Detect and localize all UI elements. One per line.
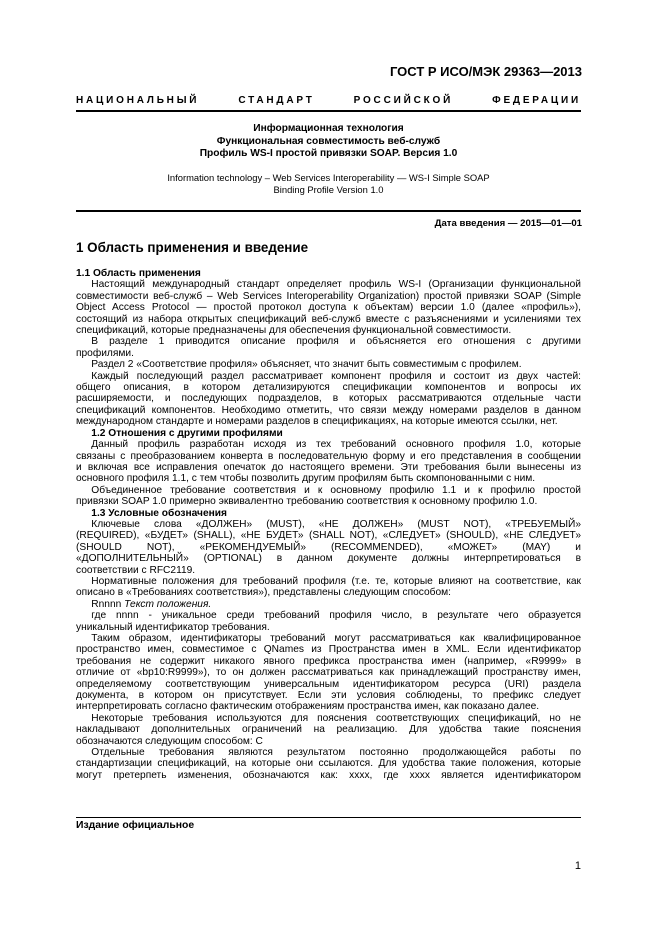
- body-text: [76, 268, 581, 781]
- text-line: соответствии с RFC2119.: [76, 564, 196, 576]
- subsection-heading: 1.2 Отношения с другими профилями: [76, 427, 283, 439]
- text-line: основного профиля 1.1, с тем чтобы позволить другим профилям быть скомпонованными с ним.: [76, 473, 536, 485]
- text-line: определяемому соответствующим универсальным идентификатором ресурса (URI) раздела: [76, 678, 581, 690]
- text-line: международном стандарте и номерами разделов в спецификациях, на которые имеются ссылки, нет.: [76, 416, 558, 428]
- text-line: состоящий из набора открытых спецификаций веб-служб вместе с разъяснениями и усилениями тех: [76, 313, 581, 325]
- text-line: и включая все исправления опечаток до настоящего времени. Эти требования были вынесены из: [76, 461, 581, 473]
- text-line: Каждый последующий раздел рассматривает компонент профиля и состоит из двух частей:: [76, 370, 581, 382]
- official-edition-label: Издание официальное: [76, 820, 195, 831]
- text-line: профилями.: [76, 347, 134, 359]
- english-title: [76, 172, 581, 196]
- text-line: Данный профиль разработан исходя из тех требований основного профиля 1.0, которые: [76, 439, 581, 451]
- title-line-1: Информационная технология: [253, 123, 404, 134]
- text-line: стандартизации спецификаций, на которые они ссылаются. Для удобства такие положения, которые: [76, 758, 581, 770]
- text-line: Rnnnn: [76, 598, 125, 610]
- section-1-heading: 1 Область применения и введение: [76, 240, 309, 255]
- requirement-text-example: Текст положения.: [124, 598, 212, 610]
- text-line: связаны с преобразованием конверта в последовательную форму и его представления в сообщении: [76, 450, 581, 462]
- text-line: Ключевые слова «ДОЛЖЕН» (MUST), «НЕ ДОЛЖЕН» (MUST NOT), «ТРЕБУЕМЫЙ»: [76, 518, 581, 530]
- english-title-line-1: Information technology – Web Services Interoperability — WS-I Simple SOAP: [167, 172, 490, 183]
- title-block: [76, 123, 581, 161]
- text-line: спецификаций, которые предназначены для обеспечения функциональной совместимости.: [76, 325, 512, 337]
- text-line: привязки SOAP 1.0 примерно эквивалентно требованию соответствия к основному профилю 1.0.: [76, 496, 538, 508]
- text-line: Настоящий международный стандарт определяет профиль WS-I (Организации функциональной: [76, 279, 581, 291]
- text-line: Object Access Protocol — простой протокол доступа к объектам) версии 1.0 (далее «профиль»),: [76, 302, 581, 314]
- subsection-heading: 1.3 Условные обозначения: [76, 507, 227, 519]
- text-line: Отдельные требования являются результатом постоянно продолжающейся работы по: [76, 747, 581, 759]
- text-line: могут претерпеть изменения, обозначаются как: хххх, где хххх является идентификатором: [76, 769, 581, 781]
- text-line: совместимости веб-служб – Web Services Interoperability Organization) простой привязки SOAP (Simple: [76, 290, 581, 302]
- text-line: расширяемости, и последующих подразделов, в которых рассматриваются отдельные части: [76, 393, 581, 405]
- text-line: общего описания, в котором детализируются спецификации компонентов и вопросы их: [76, 382, 581, 394]
- text-line: документа, в котором он присутствует. Если эти условия соблюдены, то префикс следует: [76, 690, 581, 702]
- text-line: (REQUIRED), «БУДЕТ» (SHALL), «НЕ БУДЕТ» (SHALL NOT), «СЛЕДУЕТ» (SHOULD), «НЕ СЛЕДУЕТ»: [76, 530, 581, 542]
- text-line: спецификаций компонентов. Необходимо отметить, что связи между номерами разделов в данном: [76, 404, 581, 416]
- text-line: Объединенное требование соответствия и к основному профилю 1.1 и к профилю простой: [76, 484, 581, 496]
- text-line: требования не содержит никакого явного префикса пространства имен (например, «R9999» в: [76, 655, 581, 667]
- text-line: уникальный идентификатор требования.: [76, 621, 270, 633]
- text-line: отличие от «bp10:R9999»), то он должен рассматриваться как принадлежащий пространству имен,: [76, 667, 581, 679]
- text-line: Раздел 2 «Соответствие профиля» объясняет, что значит быть совместимым с профилем.: [76, 359, 522, 371]
- text-line: обозначаются следующим способом: C: [76, 735, 263, 747]
- text-line: В разделе 1 приводится описание профиля и объясняется его отношения с другими: [76, 336, 581, 348]
- text-line: (SHOULD NOT), «РЕКОМЕНДУЕМЫЙ» (RECOMMENDED), «МОЖЕТ» (MAY) и: [76, 541, 581, 553]
- text-line: где nnnn - уникальное среди требований профиля число, в результате чего образуется: [76, 610, 581, 622]
- subsection-heading: 1.1 Область применения: [76, 268, 201, 279]
- national-standard-line: НАЦИОНАЛЬНЫЙ СТАНДАРТ РОССИЙСКОЙ ФЕДЕРАЦИИ: [76, 95, 581, 106]
- text-line: Таким образом, идентификаторы требований могут рассматриваться как квалифицированное: [76, 633, 581, 644]
- text-line: интерпретировать согласно фактическим отображениям пространства имен, как показано далее.: [76, 701, 540, 713]
- requirement-format-line: [76, 599, 581, 610]
- title-line-3: Профиль WS-I простой привязки SOAP. Версия 1.0: [199, 148, 458, 160]
- header-rule: [76, 110, 581, 112]
- text-line: описано в «Требованиях соответствия»), представлены следующим способом:: [76, 587, 452, 599]
- page-number: 1: [574, 860, 581, 872]
- date-of-introduction: Дата введения — 2015—01—01: [434, 218, 582, 229]
- text-line: накладывают дополнительных ограничений на реализацию. Для удобства такие пояснения: [76, 724, 581, 736]
- text-line: Нормативные положения для требований профиля (т.е. те, которые влияют на соответствие, как: [76, 575, 581, 587]
- standard-number: ГОСТ Р ИСО/МЭК 29363—2013: [389, 64, 582, 79]
- english-title-line-2: Binding Profile Version 1.0: [273, 184, 384, 195]
- text-line: пространство имен, совместимое с QNames из Пространства имен в XML. Если идентификатор: [76, 644, 581, 656]
- title-line-2: Функциональная совместимость веб-служб: [216, 135, 441, 147]
- footer-rule: [76, 817, 581, 818]
- text-line: Некоторые требования используются для пояснения соответствующих спецификаций, но не: [76, 712, 581, 724]
- text-line: «ДОПОЛНИТЕЛЬНЫЙ» (OPTIONAL) в данном документе должны интерпретироваться в: [76, 553, 581, 565]
- title-rule: [76, 210, 581, 212]
